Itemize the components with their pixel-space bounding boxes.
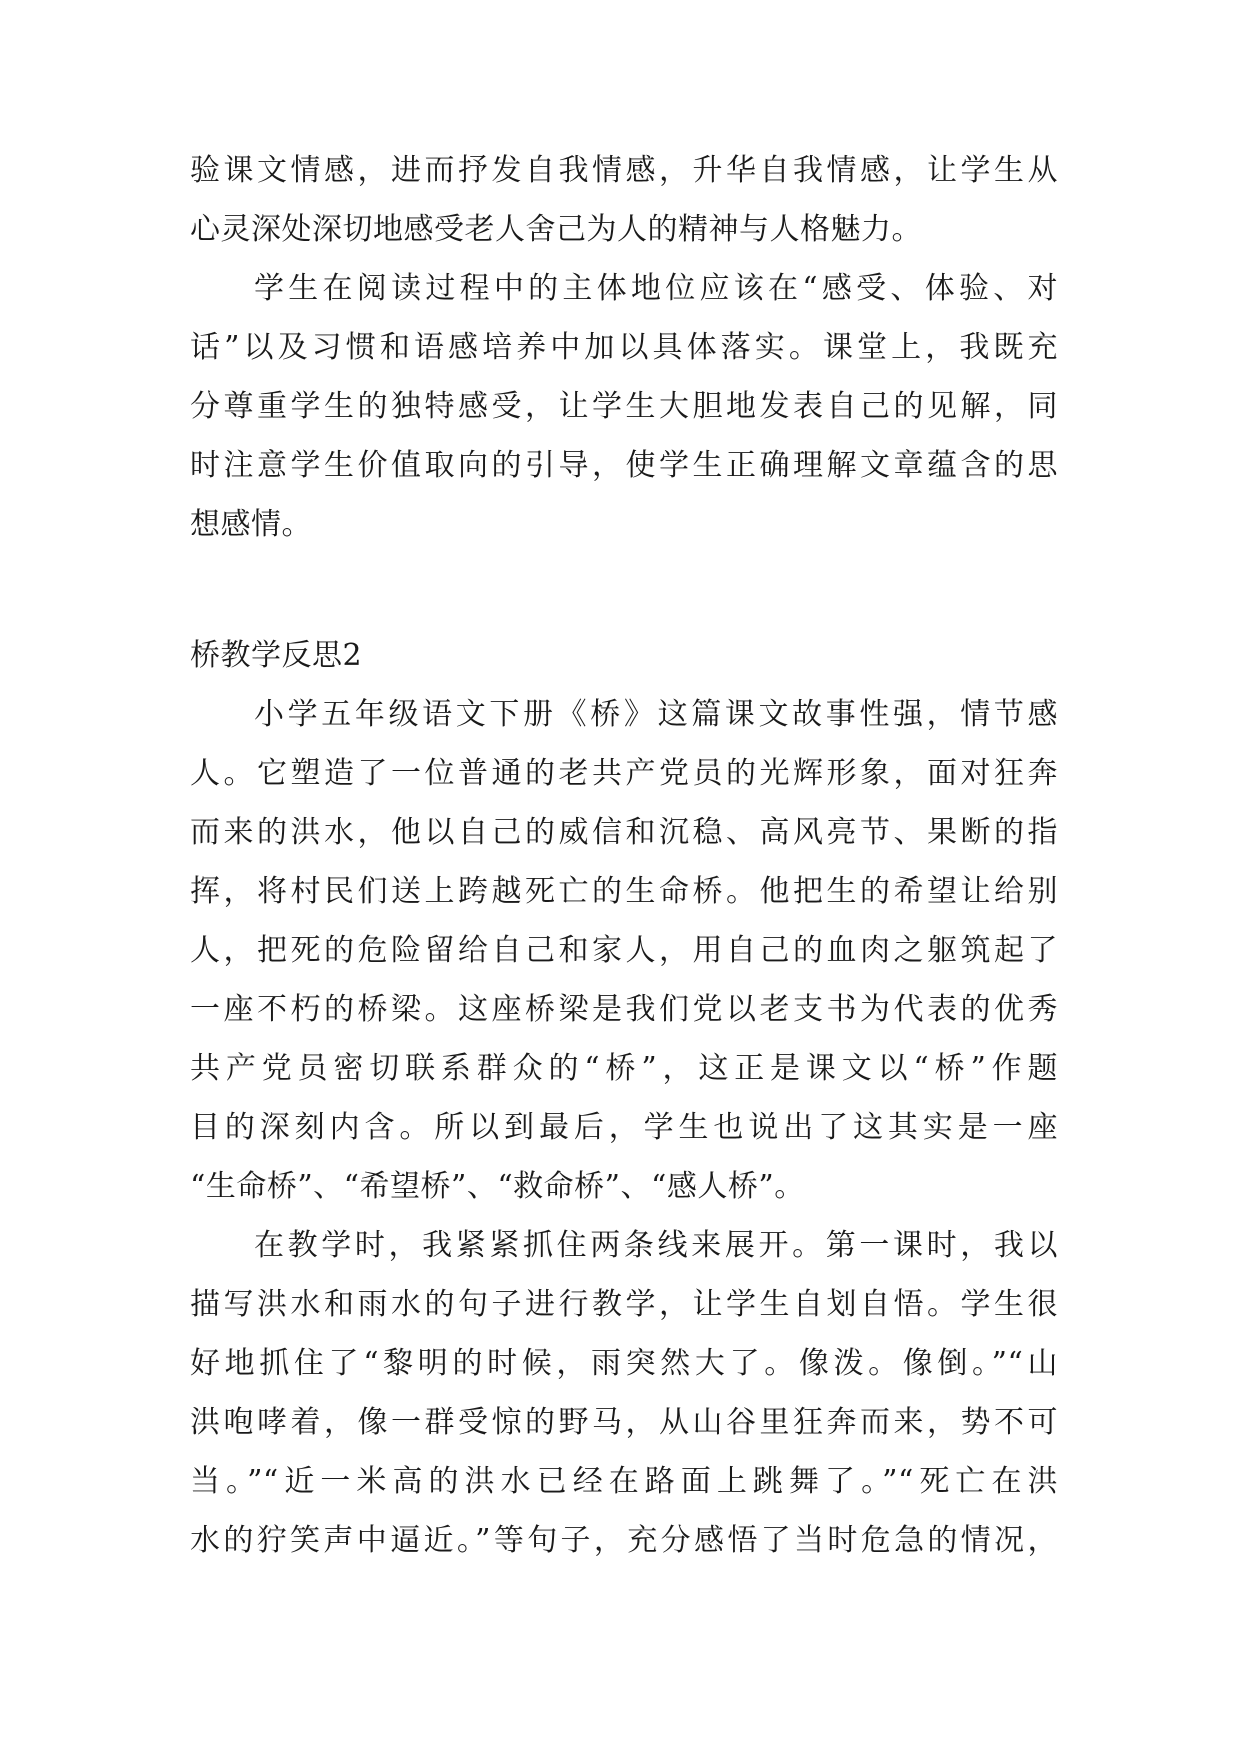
text-line: 洪咆哮着，像一群受惊的野马，从山谷里狂奔而来，势不可 — [190, 1405, 1058, 1440]
text-line: 想感情。 — [190, 507, 312, 542]
text-line: 小学五年级语文下册《桥》这篇课文故事性强，情节感 — [254, 697, 1058, 732]
text-line: 话”以及习惯和语感培养中加以具体落实。课堂上，我既充 — [190, 330, 1058, 365]
text-line: 心灵深处深切地感受老人舍己为人的精神与人格魅力。 — [190, 212, 922, 247]
text-line: 验课文情感，进而抒发自我情感，升华自我情感，让学生从 — [190, 153, 1058, 188]
text-line: 目的深刻内含。所以到最后，学生也说出了这其实是一座 — [190, 1110, 1058, 1145]
text-line: 人。它塑造了一位普通的老共产党员的光辉形象，面对狂奔 — [190, 756, 1058, 791]
paragraph-block-1 — [190, 141, 1058, 554]
text-line: 当。”“近一米高的洪水已经在路面上跳舞了。”“死亡在洪 — [190, 1464, 1058, 1499]
text-line: 人，把死的危险留给自己和家人，用自己的血肉之躯筑起了 — [190, 933, 1058, 968]
text-line: 好地抓住了“黎明的时候，雨突然大了。像泼。像倒。”“山 — [190, 1346, 1058, 1381]
text-line: 挥，将村民们送上跨越死亡的生命桥。他把生的希望让给别 — [190, 874, 1058, 909]
section-heading: 桥教学反思2 — [190, 638, 363, 673]
text-line: 水的狞笑声中逼近。”等句子，充分感悟了当时危急的情况， — [190, 1523, 1058, 1558]
text-line: 共产党员密切联系群众的“桥”，这正是课文以“桥”作题 — [190, 1051, 1058, 1086]
text-line: 而来的洪水，他以自己的威信和沉稳、高风亮节、果断的指 — [190, 815, 1058, 850]
text-line: 分尊重学生的独特感受，让学生大胆地发表自己的见解，同 — [190, 389, 1058, 424]
text-line: “生命桥”、“希望桥”、“救命桥”、“感人桥”。 — [190, 1169, 805, 1204]
text-line: 一座不朽的桥梁。这座桥梁是我们党以老支书为代表的优秀 — [190, 992, 1058, 1027]
text-line: 在教学时，我紧紧抓住两条线来展开。第一课时，我以 — [254, 1228, 1058, 1263]
text-line: 时注意学生价值取向的引导，使学生正确理解文章蕴含的思 — [190, 448, 1058, 483]
paragraph-block-2 — [190, 685, 1058, 1570]
text-line: 学生在阅读过程中的主体地位应该在“感受、体验、对 — [254, 271, 1058, 306]
text-line: 描写洪水和雨水的句子进行教学，让学生自划自悟。学生很 — [190, 1287, 1058, 1322]
